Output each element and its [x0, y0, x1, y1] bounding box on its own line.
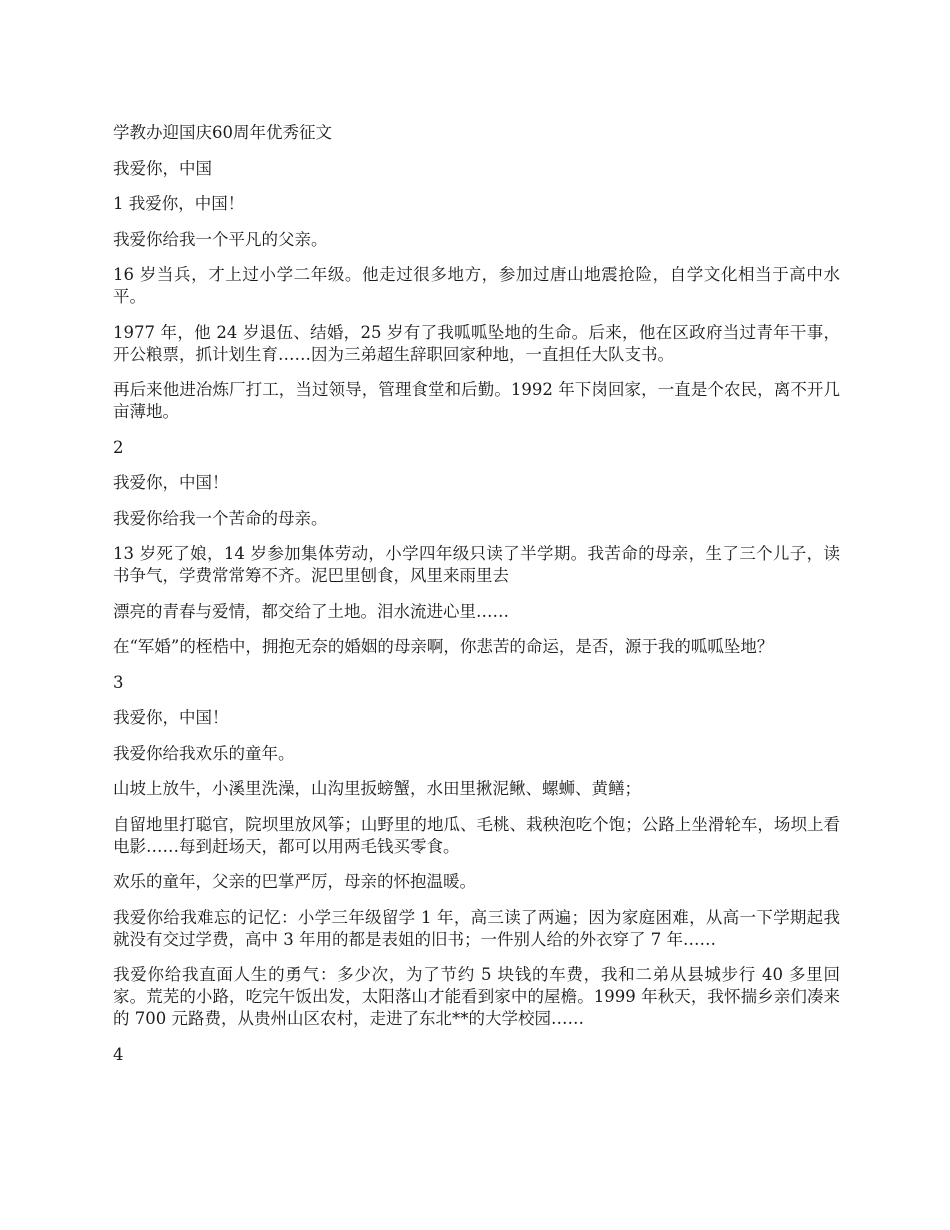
essay-title: 我爱你，中国: [113, 158, 212, 178]
paragraph: 我爱你给我直面人生的勇气：多少次，为了节约 5 块钱的车费，我和二弟从县城步行 40 多里回家。荒芜的小路，吃完午饭出发，太阳落山才能看到家中的屋檐。1999 年秋天，我怀揣乡亲们凑来的 700 元路费，从贵州山区农村，走进了东北**的大学校园……: [113, 965, 840, 1028]
paragraph: 在“军婚”的桎梏中，拥抱无奈的婚姻的母亲啊，你悲苦的命运，是否，源于我的呱呱坠地？: [113, 637, 774, 656]
section-number: 2: [113, 437, 124, 457]
paragraph: 再后来他进冶炼厂打工，当过领导，管理食堂和后勤。1992 年下岗回家，一直是个农民，离不开几亩薄地。: [113, 380, 840, 421]
section-1-heading: 1 我爱你，中国！: [113, 194, 245, 213]
paragraph: 山坡上放牛，小溪里洗澡，山沟里扳螃蟹，水田里揪泥鳅、螺蛳、黄鳝；: [113, 779, 641, 798]
paragraph: 1977 年，他 24 岁退伍、结婚，25 岁有了我呱呱坠地的生命。后来，他在区政府当过青年干事，开公粮票，抓计划生育……因为三弟超生辞职回家种地，一直担任大队支书。: [113, 322, 840, 364]
document-body: [113, 122, 840, 1079]
paragraph: 我爱你给我一个平凡的父亲。: [113, 229, 328, 249]
paragraph: 我爱你，中国！: [113, 473, 229, 492]
paragraph: 我爱你给我一个苦命的母亲。: [113, 508, 328, 528]
document-title: 学教办迎国庆60周年优秀征文: [113, 123, 332, 142]
paragraph: 我爱你，中国！: [113, 708, 229, 727]
section-number: 3: [113, 672, 124, 692]
paragraph: 漂亮的青春与爱情，都交给了土地。泪水流进心里……: [113, 601, 509, 621]
paragraph: 自留地里打聪官，院坝里放风筝；山野里的地瓜、毛桃、栽秧泡吃个饱；公路上坐滑轮车，场坝上看电影……每到赶场天，都可以用两毛钱买零食。: [113, 814, 840, 856]
paragraph: 我爱你给我欢乐的童年。: [113, 743, 295, 763]
paragraph: 我爱你给我难忘的记忆：小学三年级留学 1 年，高三读了两遍；因为家庭困难，从高一下学期起我就没有交过学费，高中 3 年用的都是表姐的旧书；一件别人给的外衣穿了 7 年……: [113, 907, 840, 949]
paragraph: 13 岁死了娘，14 岁参加集体劳动，小学四年级只读了半学期。我苦命的母亲，生了三个儿子，读书争气，学费常常筹不齐。泥巴里刨食，风里来雨里去: [113, 544, 840, 585]
paragraph: 欢乐的童年，父亲的巴掌严厉，母亲的怀抱温暖。: [113, 872, 476, 891]
paragraph: 16 岁当兵，才上过小学二年级。他走过很多地方，参加过唐山地震抢险，自学文化相当于高中水平。: [113, 265, 840, 306]
section-number: 4: [113, 1044, 124, 1064]
